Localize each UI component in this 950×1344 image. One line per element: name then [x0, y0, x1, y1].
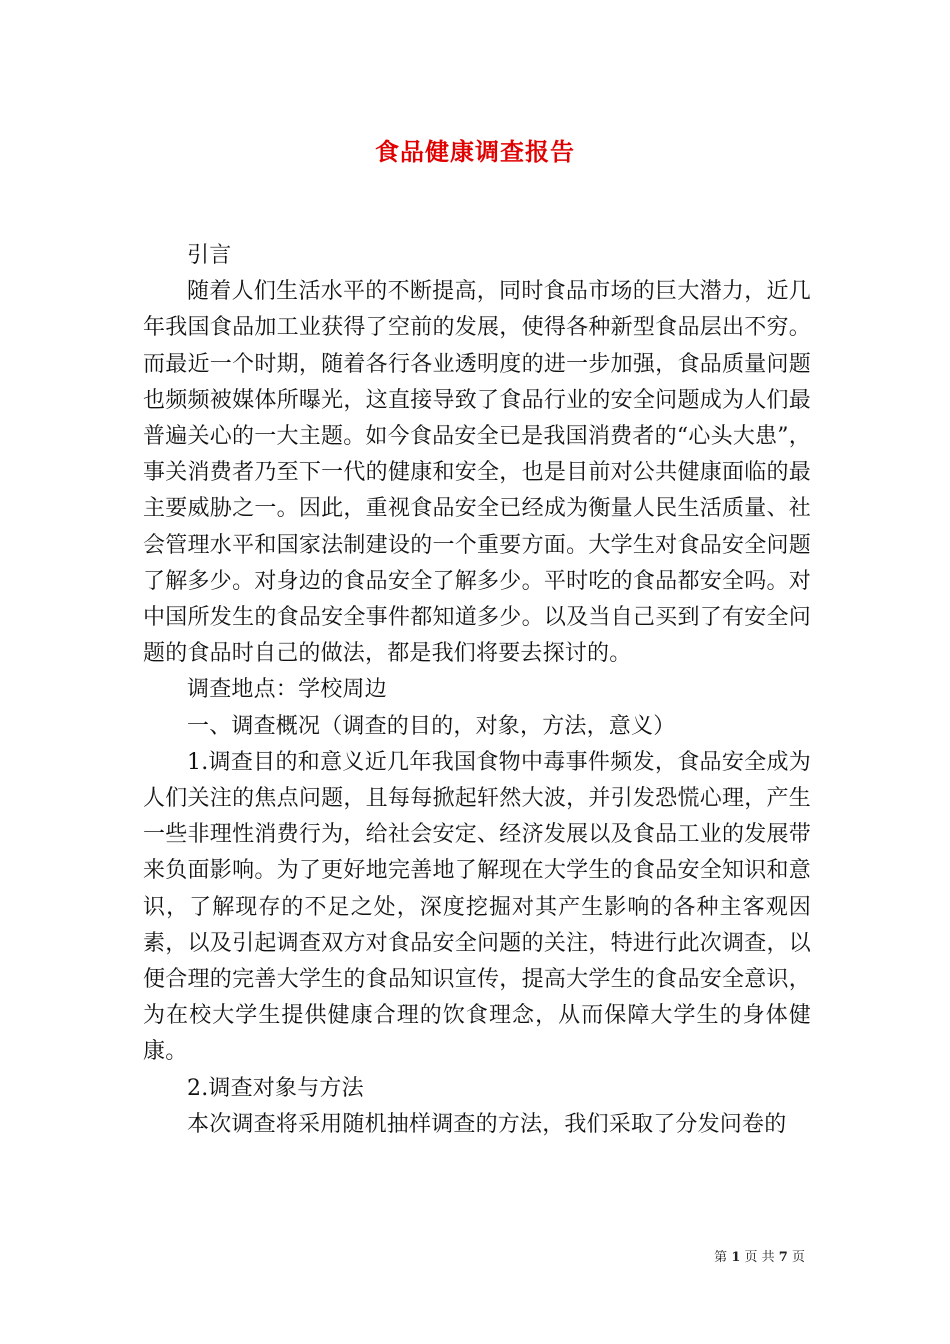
paragraph-intro-heading: 引言 [187, 243, 232, 268]
footer-total-pages: 7 [778, 1250, 788, 1265]
paragraph-survey-location: 调查地点：学校周边 [187, 677, 387, 703]
document-title: 食品健康调查报告 [375, 137, 575, 166]
paragraph-purpose-meaning: 1.调查目的和意义近几年我国食物中毒事件频发，食品安全成为人们关注的焦点问题，且每每掀起轩然大波，并引发恐慌心理，产生一些非理性消费行为，给社会安定、经济发展以及食品工业的发展带来负面影响。为了更好地完善地了解现在大学生的食品安全知识和意识，了解现存的不足之处，深度挖掘对其产生影响的各种主客观因素，以及引起调查双方对食品安全问题的关注，特进行此次调查，以便合理的完善大学生的食品知识宣传，提高大学生的食品安全意识，为在校大学生提供健康合理的饮食理念，从而保障大学生的身体健康。 [143, 749, 811, 1065]
document-body [143, 238, 811, 1143]
paragraph-methods: 本次调查将采用随机抽样调查的方法，我们采取了分发问卷的 [187, 1111, 787, 1137]
footer-suffix: 页 [791, 1250, 805, 1265]
paragraph-intro-text: 随着人们生活水平的不断提高，同时食品市场的巨大潜力，近几年我国食品加工业获得了空前的发展，使得各种新型食品层出不穷。而最近一个时期，随着各行各业透明度的进一步加强，食品质量问题也频频被媒体所曝光，这直接导致了食品行业的安全问题成为人们最普遍关心的一大主题。如今食品安全已是我国消费者的“心头大患”，事关消费者乃至下一代的健康和安全，也是目前对公共健康面临的最主要威胁之一。因此，重视食品安全已经成为衡量人民生活质量、社会管理水平和国家法制建设的一个重要方面。大学生对食品安全问题了解多少。对身边的食品安全了解多少。平时吃的食品都安全吗。对中国所发生的食品安全事件都知道多少。以及当自己买到了有安全问题的食品时自己的做法，都是我们将要去探讨的。 [143, 279, 811, 667]
subsection-heading-objects-methods: 2.调查对象与方法 [187, 1075, 364, 1101]
page-footer [714, 1246, 805, 1265]
footer-middle: 页 共 [744, 1250, 775, 1265]
footer-prefix: 第 [714, 1250, 728, 1265]
section-heading-overview: 一、调查概况（调查的目的，对象，方法，意义） [187, 713, 676, 739]
footer-page-number: 1 [731, 1250, 741, 1265]
